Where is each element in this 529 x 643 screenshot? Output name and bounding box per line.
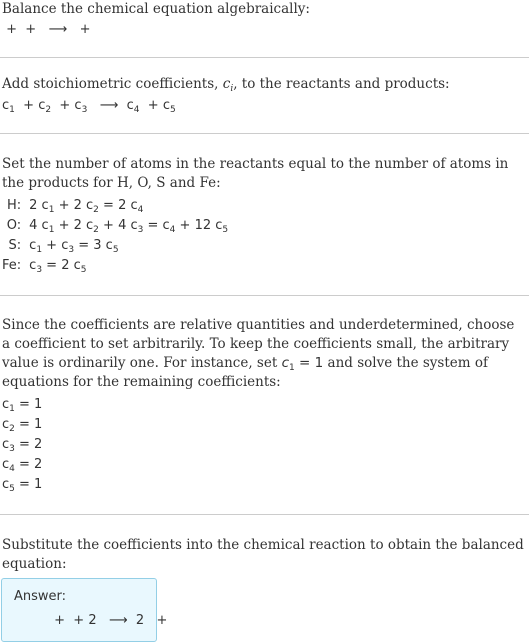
coef-term: $c_3$ (74, 98, 88, 115)
solution-c2: $c_2 = 1$ (2, 417, 43, 434)
step1-equation: + + ⟶ + (2, 22, 95, 37)
atom-balance-table (2, 195, 228, 275)
solution-c5: $c_5 = 1$ (2, 477, 43, 494)
coef-term: $c_4$ (126, 98, 140, 115)
step4-set-sub: 1 (289, 363, 295, 373)
solution-c1: $c_1 = 1$ (2, 397, 43, 414)
step4-set-var: c (281, 355, 290, 371)
element-label: Fe: (2, 257, 22, 273)
atom-equation: 2 $c_1 + 2$ $c_2 = 2$ $c_4$ (29, 197, 144, 215)
step1-intro: Balance the chemical equation algebraically: (2, 1, 310, 17)
reaction-arrow: ⟶ (99, 98, 119, 113)
step3-intro: Set the number of atoms in the reactants equal to the number of atoms in the products for H, O, S and Fe: (2, 156, 509, 191)
atom-row-fe (2, 255, 228, 275)
step2-intro-after: , to the reactants and products: (233, 76, 450, 92)
atom-row-s (2, 235, 228, 255)
step4-intro-before: Since the coefficients are relative quantities and underdetermined, choose a coefficient to set arbitrarily. To keep the coefficients small, the arbitrary value is ordinarily one. For instance, set (2, 317, 515, 371)
atom-row-h (2, 195, 228, 215)
solution-c3: $c_3 = 2$ (2, 437, 43, 454)
coef-term: $c_1$ (2, 98, 15, 115)
element-label: H: (7, 197, 22, 213)
atom-equation: $c_1 + c_3 = 3$ $c_5$ (29, 237, 119, 255)
coef-term: $c_5$ (162, 98, 176, 115)
step5-intro: Substitute the coefficients into the chemical reaction to obtain the balanced equation: (2, 537, 524, 572)
step4-set-val: = 1 (294, 355, 324, 371)
atom-equation: $c_3 = 2$ $c_5$ (29, 257, 87, 275)
answer-label: Answer: (14, 589, 67, 604)
step2-equation: $c_1 + c_2 + c_3$ ⟶ $c_4 + c_5$ (2, 98, 176, 115)
answer-box (1, 578, 172, 642)
step2-intro-before: Add stoichiometric coefficients, (2, 76, 223, 92)
divider-3 (0, 295, 529, 296)
element-label: O: (6, 217, 22, 233)
solution-c4: $c_4 = 2$ (2, 457, 43, 474)
element-label: S: (8, 237, 22, 253)
step4-intro-after: and solve the system of equations for the remaining coefficients: (2, 355, 488, 390)
coef-term: $c_2$ (38, 98, 52, 115)
divider-2 (0, 133, 529, 134)
step2-intro-var: c (222, 76, 231, 92)
atom-row-o (2, 215, 228, 235)
divider-4 (0, 514, 529, 515)
step4-intro (2, 316, 526, 392)
balanced-equation: + + 2 ⟶ 2 + (50, 613, 172, 628)
step2-intro (2, 75, 526, 94)
step2-intro-sub: i (230, 84, 234, 94)
divider-1 (0, 57, 529, 58)
atom-equation: 4 $c_1 + 2$ $c_2 + 4$ $c_3 = c_4 + 12$ $c_5$ (29, 217, 229, 235)
